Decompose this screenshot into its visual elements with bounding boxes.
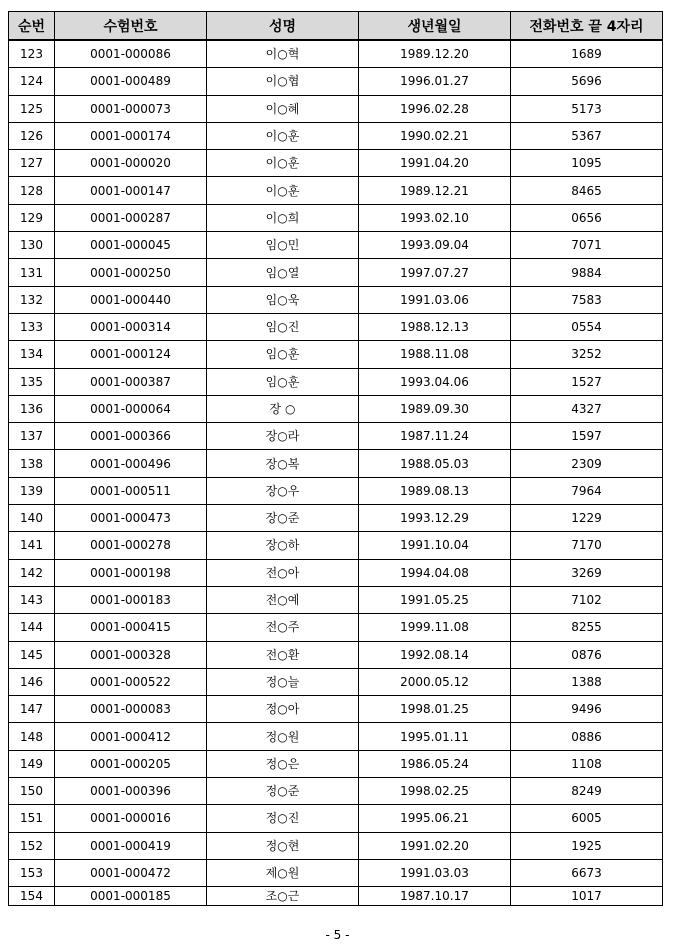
table-row <box>9 368 663 395</box>
cell-birthdate: 1993.02.10 <box>359 204 511 231</box>
cell-exam-id: 0001-000366 <box>55 423 207 450</box>
header-name: 성명 <box>207 12 359 41</box>
cell-exam-id: 0001-000412 <box>55 723 207 750</box>
cell-exam-id: 0001-000147 <box>55 177 207 204</box>
table-row <box>9 259 663 286</box>
cell-exam-id: 0001-000415 <box>55 614 207 641</box>
cell-exam-id: 0001-000174 <box>55 122 207 149</box>
cell-row-number: 135 <box>9 368 55 395</box>
cell-phone-last4: 0886 <box>511 723 663 750</box>
cell-row-number: 152 <box>9 832 55 859</box>
cell-phone-last4: 0656 <box>511 204 663 231</box>
header-phone-last4: 전화번호 끝 4자리 <box>511 12 663 41</box>
cell-birthdate: 1986.05.24 <box>359 750 511 777</box>
cell-birthdate: 1996.01.27 <box>359 68 511 95</box>
cell-exam-id: 0001-000020 <box>55 150 207 177</box>
table-row <box>9 532 663 559</box>
cell-phone-last4: 7964 <box>511 477 663 504</box>
table-row <box>9 150 663 177</box>
cell-row-number: 131 <box>9 259 55 286</box>
cell-row-number: 136 <box>9 395 55 422</box>
table-row <box>9 477 663 504</box>
cell-exam-id: 0001-000440 <box>55 286 207 313</box>
cell-exam-id: 0001-000287 <box>55 204 207 231</box>
header-birthdate: 생년월일 <box>359 12 511 41</box>
cell-name: 장○우 <box>207 477 359 504</box>
cell-exam-id: 0001-000124 <box>55 341 207 368</box>
cell-birthdate: 1991.10.04 <box>359 532 511 559</box>
table-row <box>9 859 663 886</box>
cell-birthdate: 1994.04.08 <box>359 559 511 586</box>
cell-row-number: 125 <box>9 95 55 122</box>
cell-name: 전○아 <box>207 559 359 586</box>
cell-phone-last4: 1689 <box>511 40 663 68</box>
cell-row-number: 124 <box>9 68 55 95</box>
cell-row-number: 145 <box>9 641 55 668</box>
cell-row-number: 151 <box>9 805 55 832</box>
cell-birthdate: 1993.09.04 <box>359 232 511 259</box>
cell-name: 조○근 <box>207 887 359 906</box>
cell-birthdate: 1988.05.03 <box>359 450 511 477</box>
table-row <box>9 68 663 95</box>
table-row <box>9 641 663 668</box>
cell-name: 정○진 <box>207 805 359 832</box>
cell-birthdate: 1991.03.03 <box>359 859 511 886</box>
cell-birthdate: 1993.04.06 <box>359 368 511 395</box>
cell-row-number: 129 <box>9 204 55 231</box>
cell-exam-id: 0001-000522 <box>55 668 207 695</box>
cell-exam-id: 0001-000183 <box>55 586 207 613</box>
cell-birthdate: 1995.01.11 <box>359 723 511 750</box>
cell-phone-last4: 4327 <box>511 395 663 422</box>
cell-exam-id: 0001-000083 <box>55 696 207 723</box>
cell-birthdate: 2000.05.12 <box>359 668 511 695</box>
cell-phone-last4: 7583 <box>511 286 663 313</box>
cell-phone-last4: 7170 <box>511 532 663 559</box>
cell-name: 이○희 <box>207 204 359 231</box>
table-row <box>9 232 663 259</box>
cell-phone-last4: 7102 <box>511 586 663 613</box>
cell-birthdate: 1988.12.13 <box>359 313 511 340</box>
cell-phone-last4: 5173 <box>511 95 663 122</box>
cell-birthdate: 1991.03.06 <box>359 286 511 313</box>
cell-exam-id: 0001-000250 <box>55 259 207 286</box>
cell-exam-id: 0001-000073 <box>55 95 207 122</box>
cell-name: 이○훈 <box>207 177 359 204</box>
table-row <box>9 832 663 859</box>
cell-exam-id: 0001-000045 <box>55 232 207 259</box>
table-row <box>9 887 663 906</box>
cell-phone-last4: 9496 <box>511 696 663 723</box>
cell-birthdate: 1987.11.24 <box>359 423 511 450</box>
table-row <box>9 341 663 368</box>
cell-name: 임○훈 <box>207 341 359 368</box>
cell-name: 장○라 <box>207 423 359 450</box>
cell-phone-last4: 1108 <box>511 750 663 777</box>
cell-row-number: 126 <box>9 122 55 149</box>
cell-row-number: 150 <box>9 778 55 805</box>
cell-row-number: 132 <box>9 286 55 313</box>
table-row <box>9 668 663 695</box>
cell-row-number: 141 <box>9 532 55 559</box>
table-row <box>9 505 663 532</box>
cell-phone-last4: 8255 <box>511 614 663 641</box>
cell-row-number: 123 <box>9 40 55 68</box>
cell-row-number: 148 <box>9 723 55 750</box>
cell-phone-last4: 6005 <box>511 805 663 832</box>
cell-name: 정○원 <box>207 723 359 750</box>
cell-name: 이○훈 <box>207 150 359 177</box>
table-row <box>9 204 663 231</box>
cell-phone-last4: 1388 <box>511 668 663 695</box>
cell-exam-id: 0001-000314 <box>55 313 207 340</box>
cell-birthdate: 1987.10.17 <box>359 887 511 906</box>
cell-phone-last4: 1527 <box>511 368 663 395</box>
cell-row-number: 146 <box>9 668 55 695</box>
cell-phone-last4: 0554 <box>511 313 663 340</box>
header-number: 순번 <box>9 12 55 41</box>
cell-row-number: 154 <box>9 887 55 906</box>
cell-exam-id: 0001-000205 <box>55 750 207 777</box>
cell-name: 장○준 <box>207 505 359 532</box>
cell-name: 이○혁 <box>207 40 359 68</box>
cell-row-number: 139 <box>9 477 55 504</box>
cell-exam-id: 0001-000016 <box>55 805 207 832</box>
cell-birthdate: 1988.11.08 <box>359 341 511 368</box>
cell-phone-last4: 5696 <box>511 68 663 95</box>
cell-exam-id: 0001-000387 <box>55 368 207 395</box>
cell-birthdate: 1989.12.21 <box>359 177 511 204</box>
cell-name: 정○준 <box>207 778 359 805</box>
cell-name: 정○은 <box>207 750 359 777</box>
cell-exam-id: 0001-000419 <box>55 832 207 859</box>
cell-row-number: 144 <box>9 614 55 641</box>
cell-row-number: 142 <box>9 559 55 586</box>
cell-name: 정○늘 <box>207 668 359 695</box>
cell-phone-last4: 1229 <box>511 505 663 532</box>
cell-exam-id: 0001-000473 <box>55 505 207 532</box>
table-row <box>9 805 663 832</box>
cell-exam-id: 0001-000472 <box>55 859 207 886</box>
table-row <box>9 559 663 586</box>
cell-row-number: 140 <box>9 505 55 532</box>
table-row <box>9 423 663 450</box>
cell-name: 제○원 <box>207 859 359 886</box>
cell-name: 장○복 <box>207 450 359 477</box>
cell-birthdate: 1995.06.21 <box>359 805 511 832</box>
header-exam-id: 수험번호 <box>55 12 207 41</box>
table-row <box>9 177 663 204</box>
cell-phone-last4: 6673 <box>511 859 663 886</box>
cell-exam-id: 0001-000328 <box>55 641 207 668</box>
table-row <box>9 750 663 777</box>
cell-birthdate: 1991.04.20 <box>359 150 511 177</box>
cell-name: 임○열 <box>207 259 359 286</box>
cell-name: 장 ○ <box>207 395 359 422</box>
roster-table <box>8 11 663 906</box>
table-row <box>9 586 663 613</box>
cell-birthdate: 1989.08.13 <box>359 477 511 504</box>
table-body <box>9 40 663 906</box>
cell-row-number: 134 <box>9 341 55 368</box>
cell-name: 전○환 <box>207 641 359 668</box>
cell-birthdate: 1999.11.08 <box>359 614 511 641</box>
cell-exam-id: 0001-000278 <box>55 532 207 559</box>
cell-name: 장○하 <box>207 532 359 559</box>
cell-phone-last4: 2309 <box>511 450 663 477</box>
cell-phone-last4: 8249 <box>511 778 663 805</box>
cell-row-number: 153 <box>9 859 55 886</box>
cell-row-number: 133 <box>9 313 55 340</box>
cell-phone-last4: 9884 <box>511 259 663 286</box>
cell-birthdate: 1997.07.27 <box>359 259 511 286</box>
cell-exam-id: 0001-000064 <box>55 395 207 422</box>
cell-exam-id: 0001-000489 <box>55 68 207 95</box>
cell-row-number: 127 <box>9 150 55 177</box>
cell-name: 정○현 <box>207 832 359 859</box>
cell-birthdate: 1989.12.20 <box>359 40 511 68</box>
table-row <box>9 696 663 723</box>
cell-name: 이○혜 <box>207 95 359 122</box>
table-row <box>9 450 663 477</box>
cell-phone-last4: 1017 <box>511 887 663 906</box>
table-row <box>9 395 663 422</box>
cell-birthdate: 1998.01.25 <box>359 696 511 723</box>
cell-phone-last4: 1095 <box>511 150 663 177</box>
cell-row-number: 143 <box>9 586 55 613</box>
cell-phone-last4: 1925 <box>511 832 663 859</box>
cell-name: 임○진 <box>207 313 359 340</box>
cell-name: 임○민 <box>207 232 359 259</box>
cell-row-number: 138 <box>9 450 55 477</box>
cell-phone-last4: 0876 <box>511 641 663 668</box>
cell-phone-last4: 5367 <box>511 122 663 149</box>
cell-row-number: 128 <box>9 177 55 204</box>
header-row <box>9 12 663 41</box>
cell-birthdate: 1990.02.21 <box>359 122 511 149</box>
cell-name: 정○아 <box>207 696 359 723</box>
cell-name: 임○욱 <box>207 286 359 313</box>
table-row <box>9 778 663 805</box>
page-number: - 5 - <box>325 928 350 942</box>
cell-exam-id: 0001-000086 <box>55 40 207 68</box>
cell-birthdate: 1998.02.25 <box>359 778 511 805</box>
cell-phone-last4: 3252 <box>511 341 663 368</box>
table-row <box>9 40 663 68</box>
table-row <box>9 122 663 149</box>
cell-phone-last4: 7071 <box>511 232 663 259</box>
table-row <box>9 723 663 750</box>
cell-birthdate: 1992.08.14 <box>359 641 511 668</box>
table-row <box>9 313 663 340</box>
table-row <box>9 286 663 313</box>
cell-name: 이○훈 <box>207 122 359 149</box>
cell-phone-last4: 8465 <box>511 177 663 204</box>
cell-row-number: 147 <box>9 696 55 723</box>
cell-row-number: 130 <box>9 232 55 259</box>
cell-birthdate: 1991.02.20 <box>359 832 511 859</box>
table-row <box>9 614 663 641</box>
cell-name: 전○예 <box>207 586 359 613</box>
cell-exam-id: 0001-000511 <box>55 477 207 504</box>
cell-birthdate: 1993.12.29 <box>359 505 511 532</box>
cell-phone-last4: 3269 <box>511 559 663 586</box>
cell-name: 전○주 <box>207 614 359 641</box>
cell-name: 임○훈 <box>207 368 359 395</box>
cell-birthdate: 1991.05.25 <box>359 586 511 613</box>
cell-birthdate: 1989.09.30 <box>359 395 511 422</box>
cell-exam-id: 0001-000198 <box>55 559 207 586</box>
cell-row-number: 137 <box>9 423 55 450</box>
cell-phone-last4: 1597 <box>511 423 663 450</box>
cell-name: 이○협 <box>207 68 359 95</box>
cell-exam-id: 0001-000396 <box>55 778 207 805</box>
table-row <box>9 95 663 122</box>
cell-birthdate: 1996.02.28 <box>359 95 511 122</box>
cell-exam-id: 0001-000185 <box>55 887 207 906</box>
cell-row-number: 149 <box>9 750 55 777</box>
cell-exam-id: 0001-000496 <box>55 450 207 477</box>
